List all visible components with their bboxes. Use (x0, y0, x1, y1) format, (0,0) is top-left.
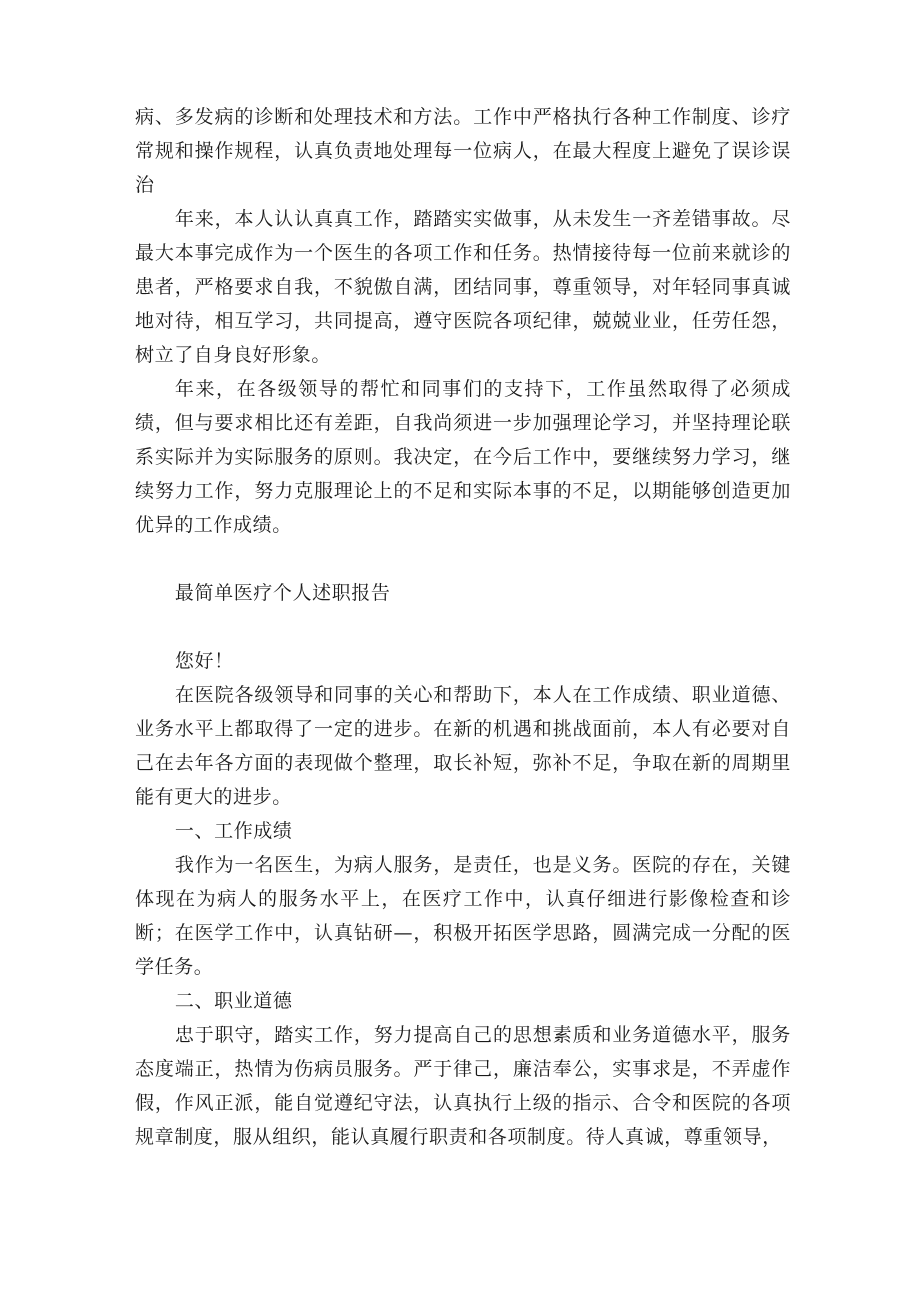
heading-professional-ethics: 二、职业道德 (174, 990, 293, 1012)
section-title: 最简单医疗个人述职报告 (174, 582, 391, 604)
greeting: 您好！ (174, 650, 234, 672)
paragraph-work-achievements: 我作为一名医生，为病人服务，是责任，也是义务。医院的存在，关键体现在为病人的服务水平上，在医疗工作中，认真仔细进行影像检查和诊断；在医学工作中，认真钻研—，积极开拓医学思路，圆满完成一分配的医学任务。 (135, 854, 791, 978)
paragraph-work-attitude: 年来，本人认认真真工作，踏踏实实做事，从未发生一齐差错事故。尽最大本事完成作为一个医生的各项工作和任务。热情接待每一位前来就诊的患者，严格要求自我，不貌傲自满，团结同事，尊重领导，对年轻同事真诚地对待，相互学习，共同提高，遵守医院各项纪律，兢兢业业，任劳任怨，树立了自身良好形象。 (135, 208, 791, 366)
document-body (135, 100, 791, 1154)
paragraph-professional-ethics: 忠于职守，踏实工作，努力提高自己的思想素质和业务道德水平，服务态度端正，热情为伤病员服务。严于律己，廉洁奉公，实事求是，不弄虚作假，作风正派，能自觉遵纪守法，认真执行上级的指示、合令和医院的各项规章制度，服从组织，能认真履行职责和各项制度。待人真诚，尊重领导， (135, 1024, 791, 1148)
paragraph-intro: 在医院各级领导和同事的关心和帮助下，本人在工作成绩、职业道德、业务水平上都取得了一定的进步。在新的机遇和挑战面前，本人有必要对自己在去年各方面的表现做个整理，取长补短，弥补不足，争取在新的周期里能有更大的进步。 (135, 684, 791, 808)
paragraph-continued: 病、多发病的诊断和处理技术和方法。工作中严格执行各种工作制度、诊疗常规和操作规程，认真负责地处理每一位病人，在最大程度上避免了误诊误治 (135, 106, 791, 196)
paragraph-summary: 年来，在各级领导的帮忙和同事们的支持下，工作虽然取得了必须成绩，但与要求相比还有差距，自我尚须进一步加强理论学习，并坚持理论联系实际并为实际服务的原则。我决定，在今后工作中，要继续努力学习，继续努力工作，努力克服理论上的不足和实际本事的不足，以期能够创造更加优异的工作成绩。 (135, 378, 791, 536)
heading-work-achievements: 一、工作成绩 (174, 820, 293, 842)
